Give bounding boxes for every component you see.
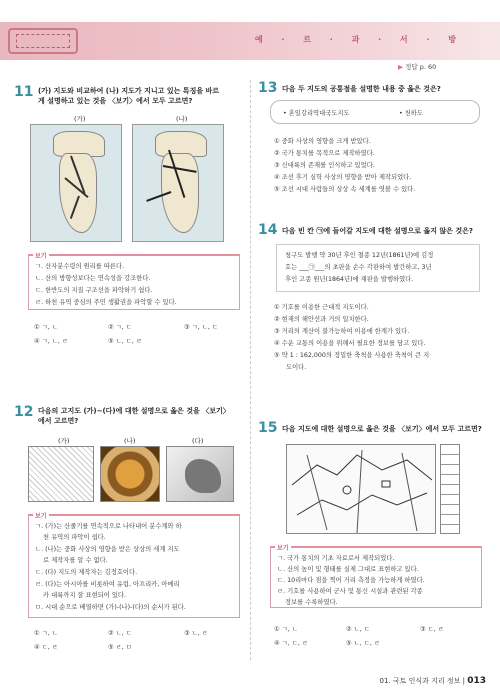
q14-text: 다음 빈 칸 ㉠에 들어갈 지도에 대한 설명으로 옳지 않은 것은? bbox=[282, 227, 473, 235]
q11-map-a bbox=[30, 124, 122, 242]
q15-text: 다음 지도에 대한 설명으로 옳은 것을 〈보기〉에서 모두 고르면? bbox=[282, 425, 482, 433]
q12-img-b-label: (나) bbox=[124, 437, 136, 445]
q15-bogi-item: 정보를 수록하였다. bbox=[285, 599, 338, 606]
q12-img-c-label: (다) bbox=[192, 437, 204, 445]
q12-text-line2: 에서 고르면? bbox=[38, 417, 79, 425]
q14-option-3[interactable]: ③ 거리의 계산이 불가능하여 이용에 한계가 있다. bbox=[274, 328, 410, 335]
answer-ref-text: 정답 p. 60 bbox=[405, 63, 437, 71]
q13-number: 13 bbox=[258, 80, 278, 96]
q13-option-5[interactable]: ⑤ 조선 시대 사람들의 상상 속 세계를 엿볼 수 있다. bbox=[274, 186, 416, 193]
q11-bogi-item: ㄱ. 산자분수령의 원리를 따른다. bbox=[35, 263, 125, 270]
q13-option-1[interactable]: ① 중화 사상의 영향을 크게 받았다. bbox=[274, 138, 371, 145]
q15-map-image bbox=[286, 444, 436, 534]
q14-passage-line: 호는 ___㉠___의 초판을 손수 각판하여 발간하고, 3년 bbox=[285, 264, 432, 271]
q12-map-a-image bbox=[28, 446, 94, 502]
q11-bogi-item: ㄹ. 하천 유역 중심의 주민 생활권을 파악할 수 있다. bbox=[35, 299, 177, 306]
q11-text-line1: (가) 지도와 비교하여 (나) 지도가 지니고 있는 특징을 바르 bbox=[38, 87, 220, 95]
q11-option-1[interactable]: ① ㄱ, ㄴ bbox=[34, 324, 58, 331]
q12-bogi-item: ㄹ. (다)는 아시아를 비롯하여 유럽, 아프리카, 아메리 bbox=[35, 581, 180, 588]
q11-option-4[interactable]: ④ ㄱ, ㄴ, ㄹ bbox=[34, 338, 68, 345]
q14-option-5[interactable]: ⑤ 약 1 : 162,000의 정밀한 축척을 사용한 축척이 큰 지 bbox=[274, 352, 430, 359]
q15-option-2[interactable]: ② ㄴ, ㄷ bbox=[346, 626, 370, 633]
q12-bogi-item: ㄷ. (다) 지도의 제작자는 김정호이다. bbox=[35, 569, 138, 576]
q14-passage-line: 후인 고종 원년(1864년)에 재판을 발행하였다. bbox=[285, 276, 414, 283]
q11-text-line2: 게 설명하고 있는 것을 〈보기〉에서 모두 고르면? bbox=[38, 97, 193, 105]
q12-bogi-item: ㄴ. (나)는 중화 사상의 영향을 받은 상상의 세계 지도 bbox=[35, 546, 180, 553]
q12-number: 12 bbox=[14, 404, 34, 420]
q11-option-5[interactable]: ⑤ ㄴ, ㄷ, ㄹ bbox=[108, 338, 142, 345]
q11-bogi-item: ㄴ. 산의 방향성보다는 연속성을 강조한다. bbox=[35, 275, 151, 282]
q13-option-4[interactable]: ④ 조선 후기 실학 사상의 영향을 받아 제작되었다. bbox=[274, 174, 412, 181]
q15-option-1[interactable]: ① ㄱ, ㄴ bbox=[274, 626, 298, 633]
decorative-pattern-inner bbox=[16, 34, 70, 48]
q15-bogi-item: ㄴ. 산의 높이 및 형태를 실제 그대로 표현하고 있다. bbox=[277, 566, 419, 573]
q14-option-1[interactable]: ① 기호를 이용한 근대적 지도이다. bbox=[274, 304, 369, 311]
q13-map2: • 천하도 bbox=[399, 110, 423, 117]
q12-bogi-item: 로 제작자를 알 수 없다. bbox=[43, 557, 108, 564]
triangle-icon: ▶ bbox=[398, 63, 403, 71]
q12-map-b-image bbox=[100, 446, 160, 502]
q13-map-box bbox=[270, 100, 480, 124]
q12-option-5[interactable]: ⑤ ㄹ, ㅁ bbox=[108, 644, 132, 651]
header-band bbox=[0, 22, 500, 60]
q15-option-5[interactable]: ⑤ ㄴ, ㄷ, ㄹ bbox=[346, 640, 380, 647]
q11-option-3[interactable]: ③ ㄱ, ㄴ, ㄷ bbox=[184, 324, 218, 331]
q12-bogi-item: ㅁ. 시대 순으로 배열하면 (가)-(나)-(다)의 순서가 된다. bbox=[35, 604, 186, 611]
q14-number: 14 bbox=[258, 222, 278, 238]
q14-option-5-cont: 도이다. bbox=[286, 364, 307, 371]
q12-bogi-item: 카 대륙까지 잘 표현되어 있다. bbox=[43, 592, 127, 599]
q12-option-1[interactable]: ① ㄱ, ㄴ bbox=[34, 630, 58, 637]
q15-option-3[interactable]: ③ ㄷ, ㄹ bbox=[420, 626, 444, 633]
q15-legend bbox=[440, 444, 460, 534]
q12-option-3[interactable]: ③ ㄴ, ㄹ bbox=[184, 630, 208, 637]
q15-number: 15 bbox=[258, 420, 278, 436]
page-number: 013 bbox=[467, 676, 486, 686]
page-footer: 01. 국토 인식과 지리 정보 | 013 bbox=[379, 676, 486, 686]
answer-reference bbox=[398, 62, 436, 71]
section-title: 예 · 르 · 과 · 서 · 방 bbox=[254, 35, 464, 44]
q11-map-b-label: (나) bbox=[176, 115, 188, 123]
q15-option-4[interactable]: ④ ㄱ, ㄷ, ㄹ bbox=[274, 640, 308, 647]
q11-bogi-box bbox=[28, 254, 240, 310]
q14-passage-line: 청구도 발행 약 30년 후인 철종 12년(1861년)에 김정 bbox=[285, 252, 434, 259]
q14-passage-box bbox=[276, 244, 480, 292]
q13-option-3[interactable]: ③ 신대륙의 존재를 인식하고 있었다. bbox=[274, 162, 375, 169]
q15-bogi-item: ㄹ. 기호를 사용하여 군사 및 통신 시설과 관련된 각종 bbox=[277, 588, 423, 595]
q15-bogi-box bbox=[270, 546, 482, 608]
q12-bogi-item: ㄱ. (가)는 산줄기를 연속적으로 나타내어 분수계와 하 bbox=[35, 523, 182, 530]
q12-bogi-item: 천 유역의 파악이 쉽다. bbox=[43, 534, 106, 541]
bogi-label: 보기 bbox=[35, 513, 47, 520]
q12-img-a-label: (가) bbox=[58, 437, 70, 445]
q11-map-b bbox=[132, 124, 224, 242]
q11-number: 11 bbox=[14, 84, 34, 100]
column-divider bbox=[250, 80, 251, 660]
q13-text: 다음 두 지도의 공통점을 설명한 내용 중 옳은 것은? bbox=[282, 85, 441, 93]
q14-option-2[interactable]: ② 현재의 해안선과 거의 일치한다. bbox=[274, 316, 369, 323]
q12-bogi-box bbox=[28, 514, 240, 618]
q15-bogi-item: ㄱ. 국가 통치의 기초 자료로서 제작되었다. bbox=[277, 555, 395, 562]
q12-text-line1: 다음의 고지도 (가)~(다)에 대한 설명으로 옳은 것을 〈보기〉 bbox=[38, 407, 230, 415]
q12-option-2[interactable]: ② ㄴ, ㄷ bbox=[108, 630, 132, 637]
q11-option-2[interactable]: ② ㄱ, ㄷ bbox=[108, 324, 132, 331]
q14-option-4[interactable]: ④ 수운 교통의 이용을 위해서 필요한 정보를 담고 있다. bbox=[274, 340, 426, 347]
q15-map-drawing bbox=[287, 445, 436, 534]
q13-option-2[interactable]: ② 국가 통치를 목적으로 제작하였다. bbox=[274, 150, 375, 157]
q11-bogi-item: ㄷ. 한반도의 지질 구조선을 파악하기 쉽다. bbox=[35, 287, 153, 294]
q12-map-c-image bbox=[166, 446, 234, 502]
q12-option-4[interactable]: ④ ㄷ, ㄹ bbox=[34, 644, 58, 651]
bogi-label: 보기 bbox=[35, 253, 47, 260]
chapter-title: 01. 국토 인식과 지리 정보 bbox=[379, 677, 461, 685]
bogi-label: 보기 bbox=[277, 545, 289, 552]
q13-map1: • 혼일강리역대국도지도 bbox=[283, 110, 350, 117]
q15-bogi-item: ㄷ. 10리마다 점을 찍어 거리 측정을 가능하게 하였다. bbox=[277, 577, 425, 584]
q11-map-a-label: (가) bbox=[74, 115, 86, 123]
